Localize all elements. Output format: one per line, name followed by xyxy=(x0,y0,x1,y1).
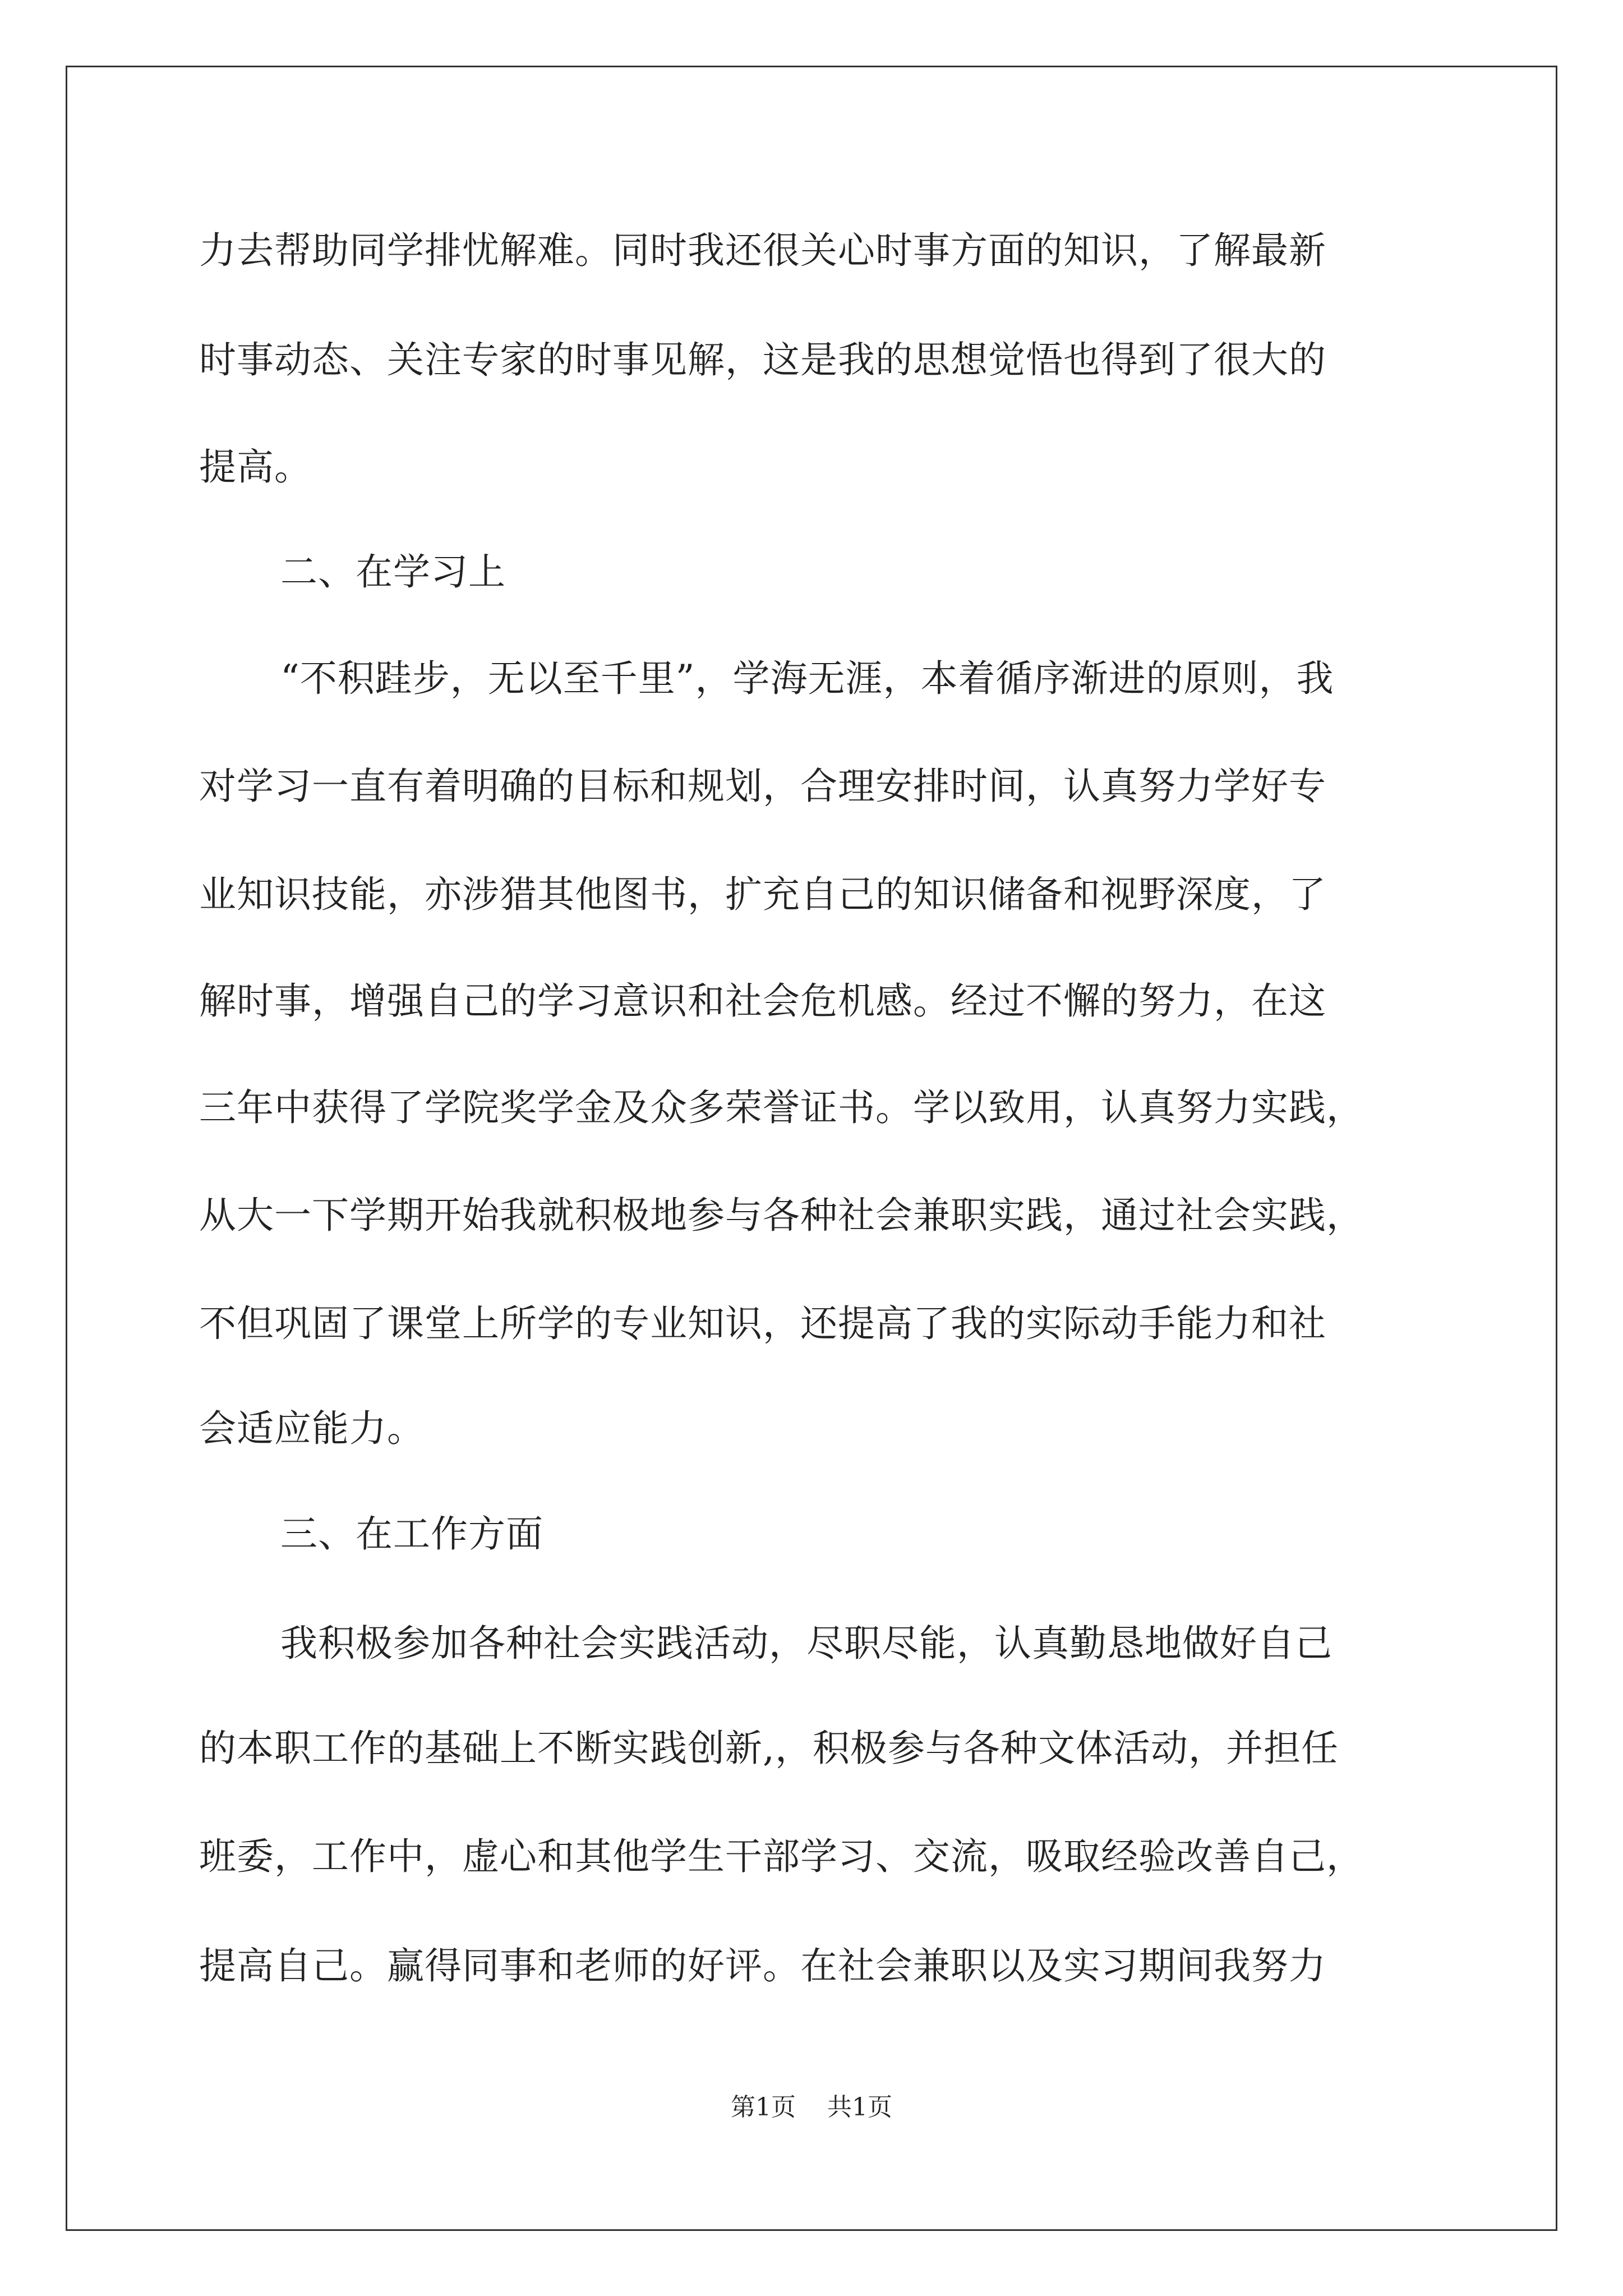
body-text-line: 业知识技能，亦涉猎其他图书，扩充自己的知识储备和视野深度，了 xyxy=(199,873,1326,916)
page-border xyxy=(66,66,1557,2231)
body-text-line: 力去帮助同学排忧解难。同时我还很关心时事方面的知识，了解最新 xyxy=(199,229,1326,272)
body-text-line: “不积跬步，无以至千里”，学海无涯，本着循序渐进的原则，我 xyxy=(280,657,1334,700)
body-text-line: 会适应能力。 xyxy=(199,1407,425,1450)
body-text-line: 三年中获得了学院奖学金及众多荣誉证书。学以致用，认真努力实践， xyxy=(199,1086,1364,1129)
body-text-line: 解时事，增强自己的学习意识和社会危机感。经过不懈的努力，在这 xyxy=(199,979,1326,1023)
body-text-line: 的本职工作的基础上不断实践创新,，积极参与各种文体活动，并担任 xyxy=(199,1727,1339,1770)
body-text-line: 不但巩固了课堂上所学的专业知识，还提高了我的实际动手能力和社 xyxy=(199,1302,1326,1345)
body-text-line: 我积极参加各种社会实践活动，尽职尽能，认真勤恳地做好自己 xyxy=(280,1622,1332,1665)
body-text-line: 时事动态、关注专家的时事见解，这是我的思想觉悟也得到了很大的 xyxy=(199,338,1326,381)
section-heading: 二、在学习上 xyxy=(280,550,506,593)
section-heading: 三、在工作方面 xyxy=(280,1512,543,1556)
body-text-line: 对学习一直有着明确的目标和规划，合理安排时间，认真努力学好专 xyxy=(199,765,1326,808)
body-text-line: 班委，工作中，虚心和其他学生干部学习、交流，吸取经验改善自己， xyxy=(199,1835,1364,1878)
body-text-line: 从大一下学期开始我就积极地参与各种社会兼职实践，通过社会实践， xyxy=(199,1194,1364,1237)
body-text-line: 提高自己。赢得同事和老师的好评。在社会兼职以及实习期间我努力 xyxy=(199,1944,1326,1987)
page-number-footer: 第1页 共1页 xyxy=(731,2093,892,2122)
body-text-line: 提高。 xyxy=(199,445,312,489)
